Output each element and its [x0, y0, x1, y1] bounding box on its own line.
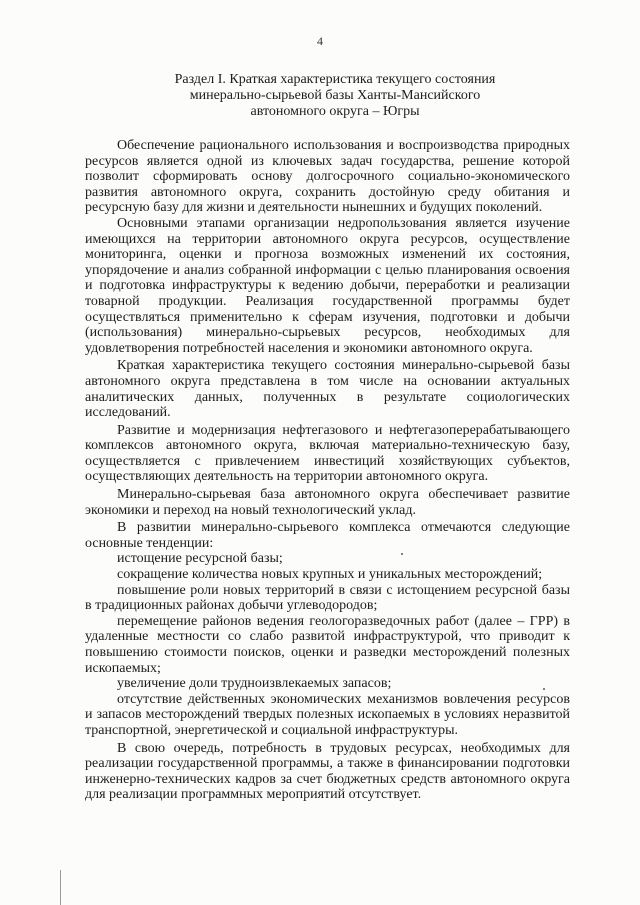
list-item: увеличение доли трудноизвлекаемых запасов;: [117, 676, 392, 692]
scan-edge-line: [60, 870, 61, 905]
paragraph: Краткая характеристика текущего состояния минерально-сырьевой базы автономного округа представлена в том числе на основании актуальных аналитических данных, полученных в результате социологических исследований.: [85, 358, 570, 421]
list-item: перемещение районов ведения геологоразведочных работ (далее – ГРР) в удаленные местности со слабо развитой инфраструктурой, что приводит к повышению стоимости поисков, оценки и разведки месторождений полезных ископаемых;: [85, 613, 570, 676]
paragraph: В развитии минерально-сырьевого комплекса отмечаются следующие основные тенденции:: [85, 520, 570, 551]
section-title-line-1: Раздел I. Краткая характеристика текущего состояния: [174, 72, 496, 87]
page-number: 4: [317, 34, 323, 48]
section-title: [120, 72, 550, 120]
list-item: сокращение количества новых крупных и уникальных месторождений;: [117, 567, 543, 583]
paragraph: В свою очередь, потребность в трудовых ресурсах, необходимых для реализации государственной программы, а также в финансировании подготовки инженерно-технических кадров за счет бюджетных средств автономного округа для реализации программных мероприятий отсутствует.: [85, 740, 570, 803]
list-item: отсутствие действенных экономических механизмов вовлечения ресурсов и запасов месторождений твердых полезных ископаемых в условиях неразвитой транспортной, энергетической и социальной инфраструктуры.: [85, 691, 570, 738]
list-item: повышение роли новых территорий в связи с истощением ресурсной базы в традиционных районах добычи углеводородов;: [85, 582, 570, 614]
paragraph: Основными этапами организации недропользования является изучение имеющихся на территории автономного округа ресурсов, осуществление мониторинга, оценки и прогноза возможных изменений их состояния, упорядочение и анализ собранной информации с целью планирования освоения и подготовка инфраструктуры к ведению добычи, переработки и реализации товарной продукции. Реализация государственной программы будет осуществляться применительно к сферам изучения, подготовки и добычи (использования) минерально-сырьевых ресурсов, необходимых для удовлетворения потребностей населения и экономики автономного округа.: [85, 215, 570, 356]
scan-speck: [401, 553, 403, 555]
paragraph: Минерально-сырьевая база автономного округа обеспечивает развитие экономики и переход на новый технологический уклад.: [85, 487, 570, 518]
paragraph: Развитие и модернизация нефтегазового и нефтегазоперерабатывающего комплексов автономного округа, включая материально-техническую базу, осуществляется с привлечением инвестиций хозяйствующих субъектов, осуществляющих деятельность на территории автономного округа.: [85, 422, 570, 485]
list-item: истощение ресурсной базы;: [117, 551, 283, 567]
scan-speck: [543, 688, 545, 690]
body-text: [85, 138, 570, 803]
section-title-line-3: автономного округа – Югры: [250, 104, 420, 119]
paragraph: Обеспечение рационального использования и воспроизводства природных ресурсов является одной из ключевых задач государства, решение которой позволит сформировать основу долгосрочного социально-экономического развития автономного округа, сохранить достойную среду обитания и ресурсную базу для жизни и деятельности нынешних и будущих поколений.: [85, 138, 570, 216]
section-title-line-2: минерально-сырьевой базы Ханты-Мансийского: [189, 88, 481, 103]
